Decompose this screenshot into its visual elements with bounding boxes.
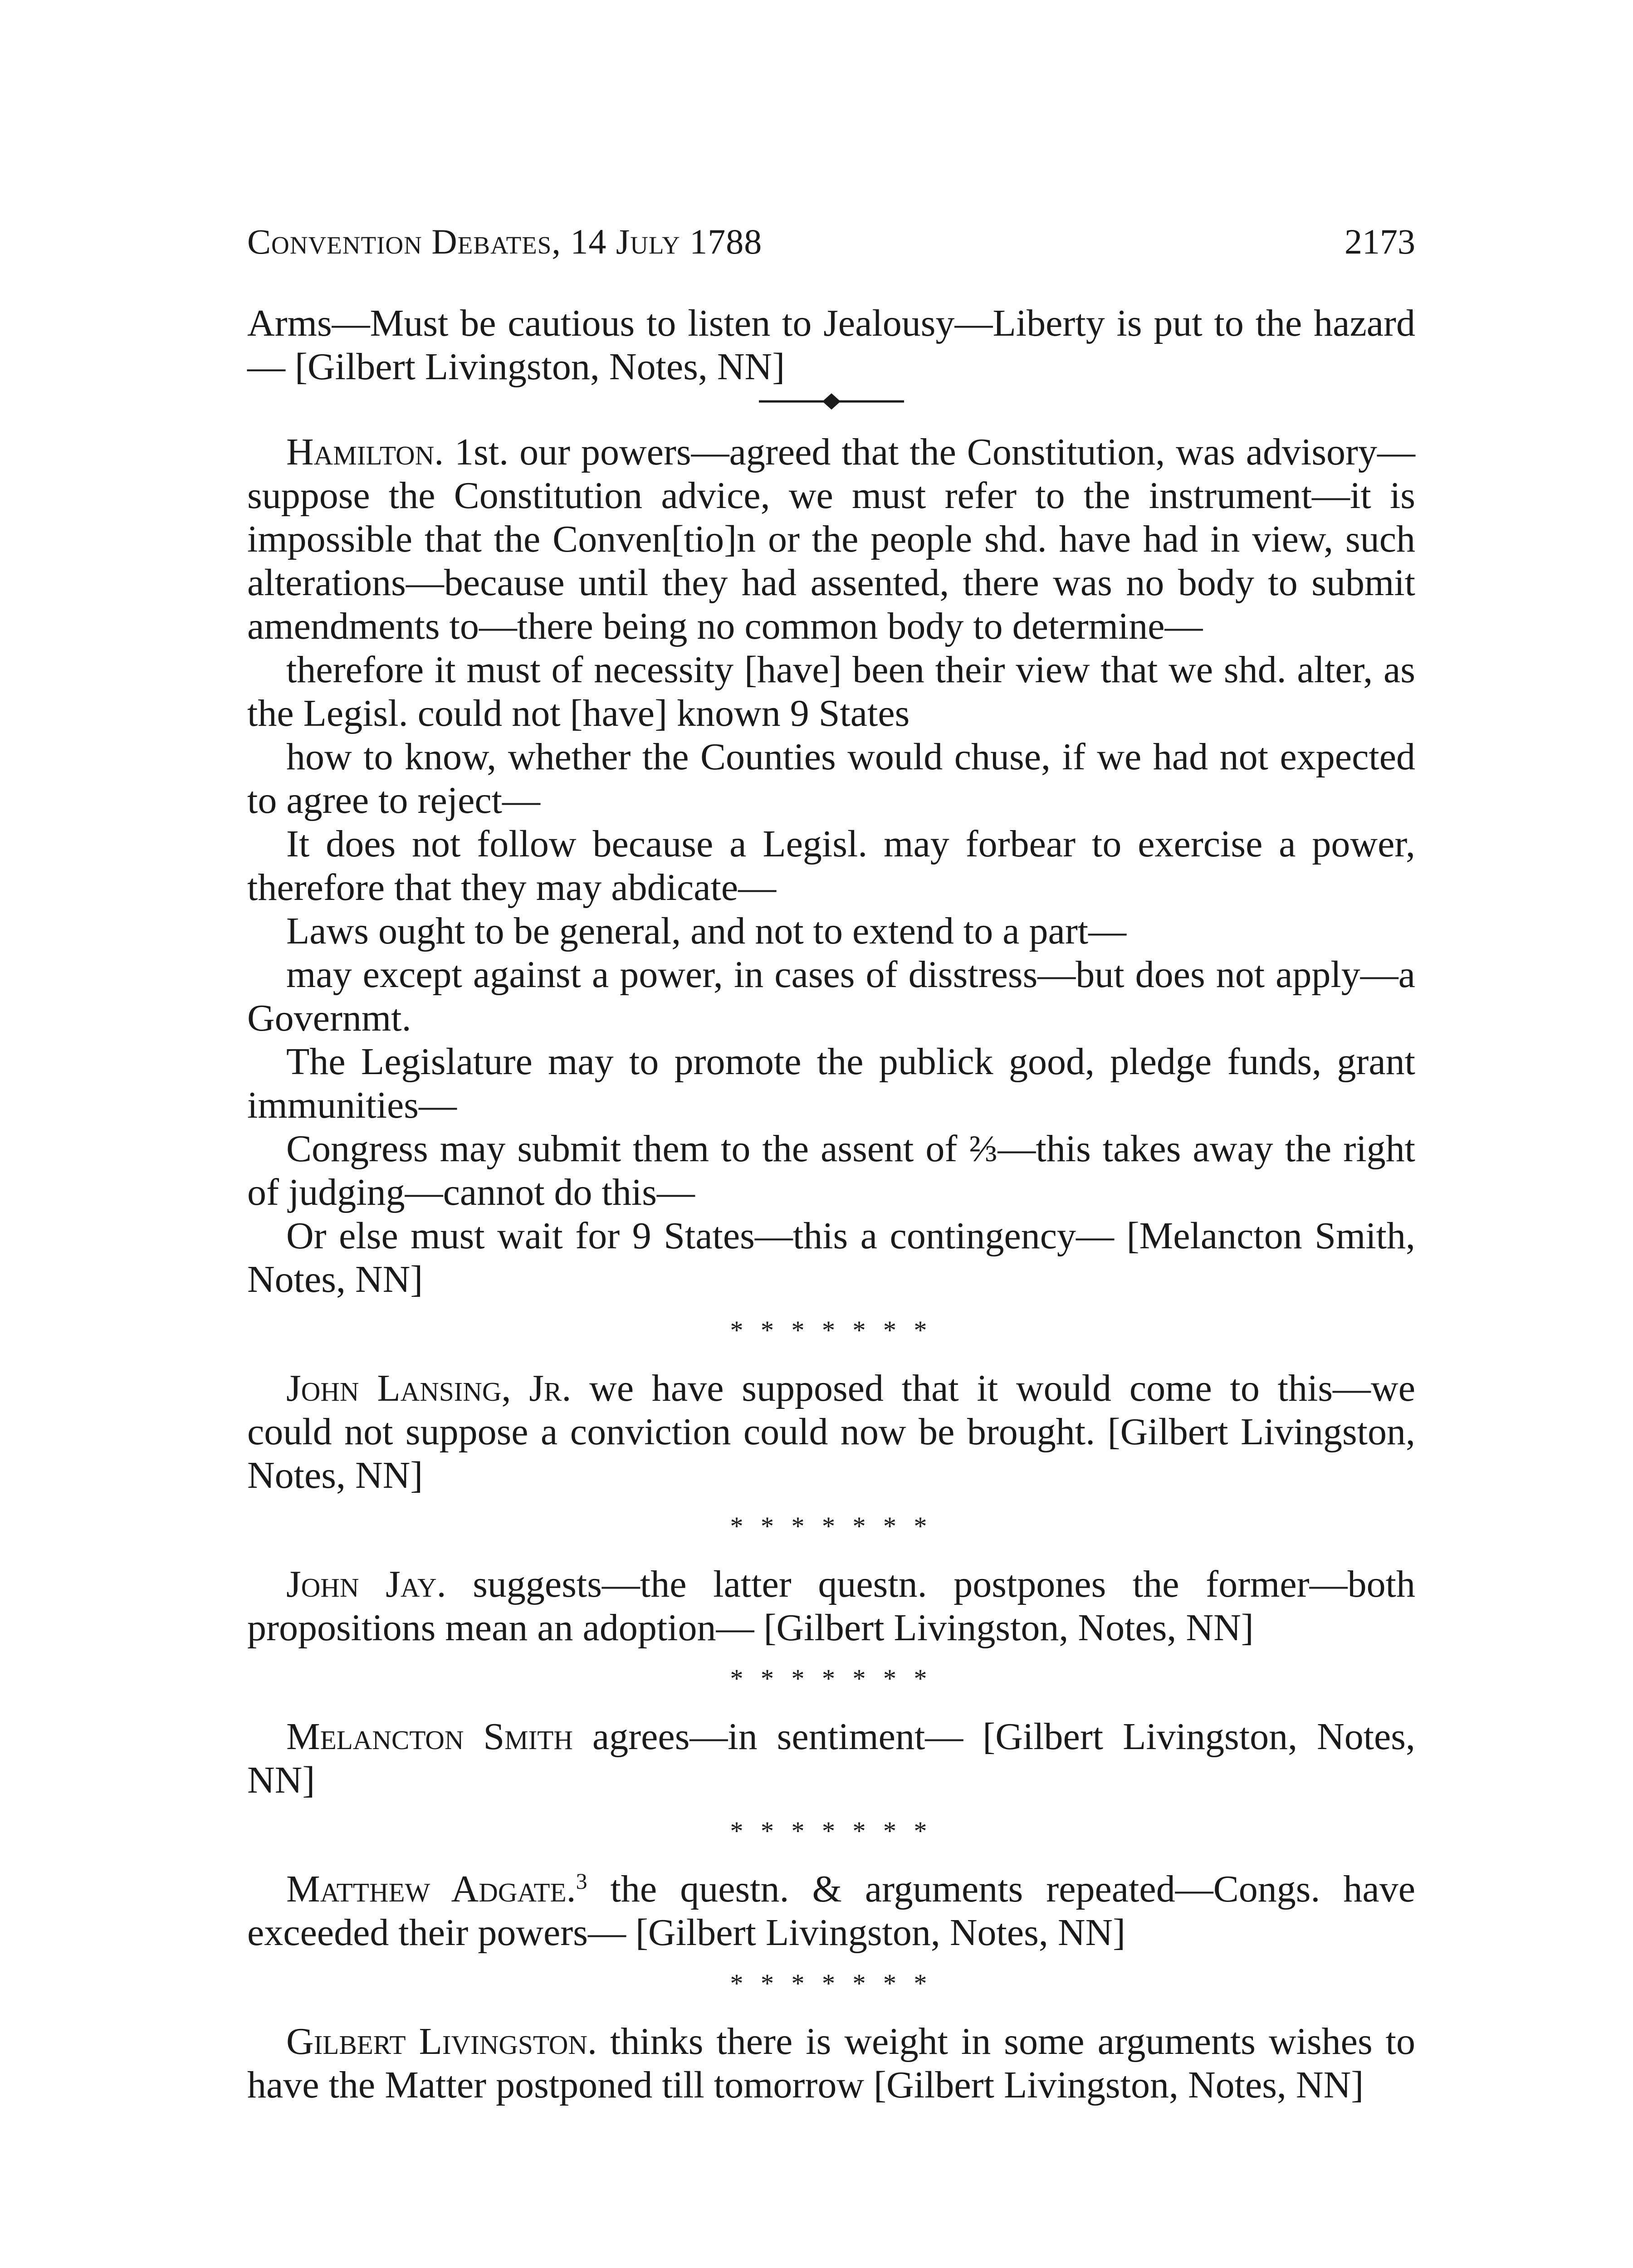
speech-text: suggests—the latter questn. postpones the former—both propositions mean an adoption— [Gilbert Livingston, Notes, NN] (247, 1563, 1415, 1649)
speech-paragraph (247, 1867, 1415, 1955)
speech-paragraph: how to know, whether the Counties would chuse, if we had not expected to agree to reject— (247, 736, 1415, 821)
section-separator: * * * * * * * (730, 1664, 933, 1693)
speaker-name: John Jay. (286, 1563, 446, 1605)
section-separator: * * * * * * * (730, 1315, 933, 1345)
section-separator: * * * * * * * (730, 1969, 933, 1998)
speech-paragraph: It does not follow because a Legisl. may forbear to exercise a power, therefore that they may abdicate— (247, 823, 1415, 909)
speaker-name: John Lansing, Jr. (286, 1367, 572, 1409)
speech-paragraph (247, 2020, 1415, 2107)
speech-paragraph: therefore it must of necessity [have] been their view that we shd. alter, as the Legisl. could not [have] known 9 States (247, 649, 1415, 734)
speech-paragraph (247, 1367, 1415, 1497)
speech-paragraph: Or else must wait for 9 States—this a contingency— [Melancton Smith, Notes, NN] (247, 1215, 1415, 1300)
speech-text: we have supposed that it would come to this—we could not suppose a conviction could now be brought. [Gilbert Livingston, Notes, NN] (247, 1367, 1415, 1496)
speech-text: the questn. & arguments repeated—Congs. have exceeded their powers— [Gilbert Livingston, Notes, NN] (247, 1868, 1416, 1954)
speech-paragraph (247, 1715, 1415, 1802)
body-text (247, 302, 1415, 2107)
speech-paragraph: The Legislature may to promote the publick good, pledge funds, grant immunities— (247, 1041, 1415, 1126)
section-separator: * * * * * * * (730, 1511, 933, 1541)
speech-paragraph: Congress may submit them to the assent of ⅔—this takes away the right of judging—cannot do this— (247, 1128, 1415, 1213)
running-head-title: Convention Debates, 14 July 1788 (247, 222, 763, 261)
continuation-paragraph: Arms—Must be cautious to listen to Jealousy—Liberty is put to the hazard— [Gilbert Livingston, Notes, NN] (247, 302, 1415, 388)
speech-text: 1st. our powers—agreed that the Constitution, was advisory—suppose the Constitution advice, we must refer to the instrument—it is impossible that the Conven[tio]n or the people shd. have had in view, such alterations—because until they had assented, there was no body to submit amendments to—there being no common body to determine— (247, 431, 1415, 647)
speech-paragraph (247, 1563, 1415, 1650)
speech-text: agrees—in sentiment— [Gilbert Livingston, Notes, NN] (247, 1716, 1416, 1801)
speech-paragraph (247, 430, 1415, 648)
diamond-ornament-icon (759, 391, 904, 411)
page-number: 2173 (1345, 222, 1415, 261)
speaker-name: Matthew Adgate. (286, 1868, 576, 1910)
footnote-marker: 3 (576, 1868, 587, 1894)
section-separator: * * * * * * * (730, 1816, 933, 1846)
speech-text: thinks there is weight in some arguments wishes to have the Matter postponed till tomorrow [Gilbert Livingston, Notes, NN] (247, 2020, 1415, 2106)
speech-paragraph: Laws ought to be general, and not to extend to a part— (286, 910, 1127, 952)
speaker-name: Hamilton. (286, 431, 444, 473)
speaker-name: Melancton Smith (286, 1716, 573, 1758)
speaker-name: Gilbert Livingston. (286, 2020, 597, 2063)
speech-paragraph: may except against a power, in cases of disstress—but does not apply—a Governmt. (247, 953, 1415, 1039)
running-head (247, 217, 1415, 267)
